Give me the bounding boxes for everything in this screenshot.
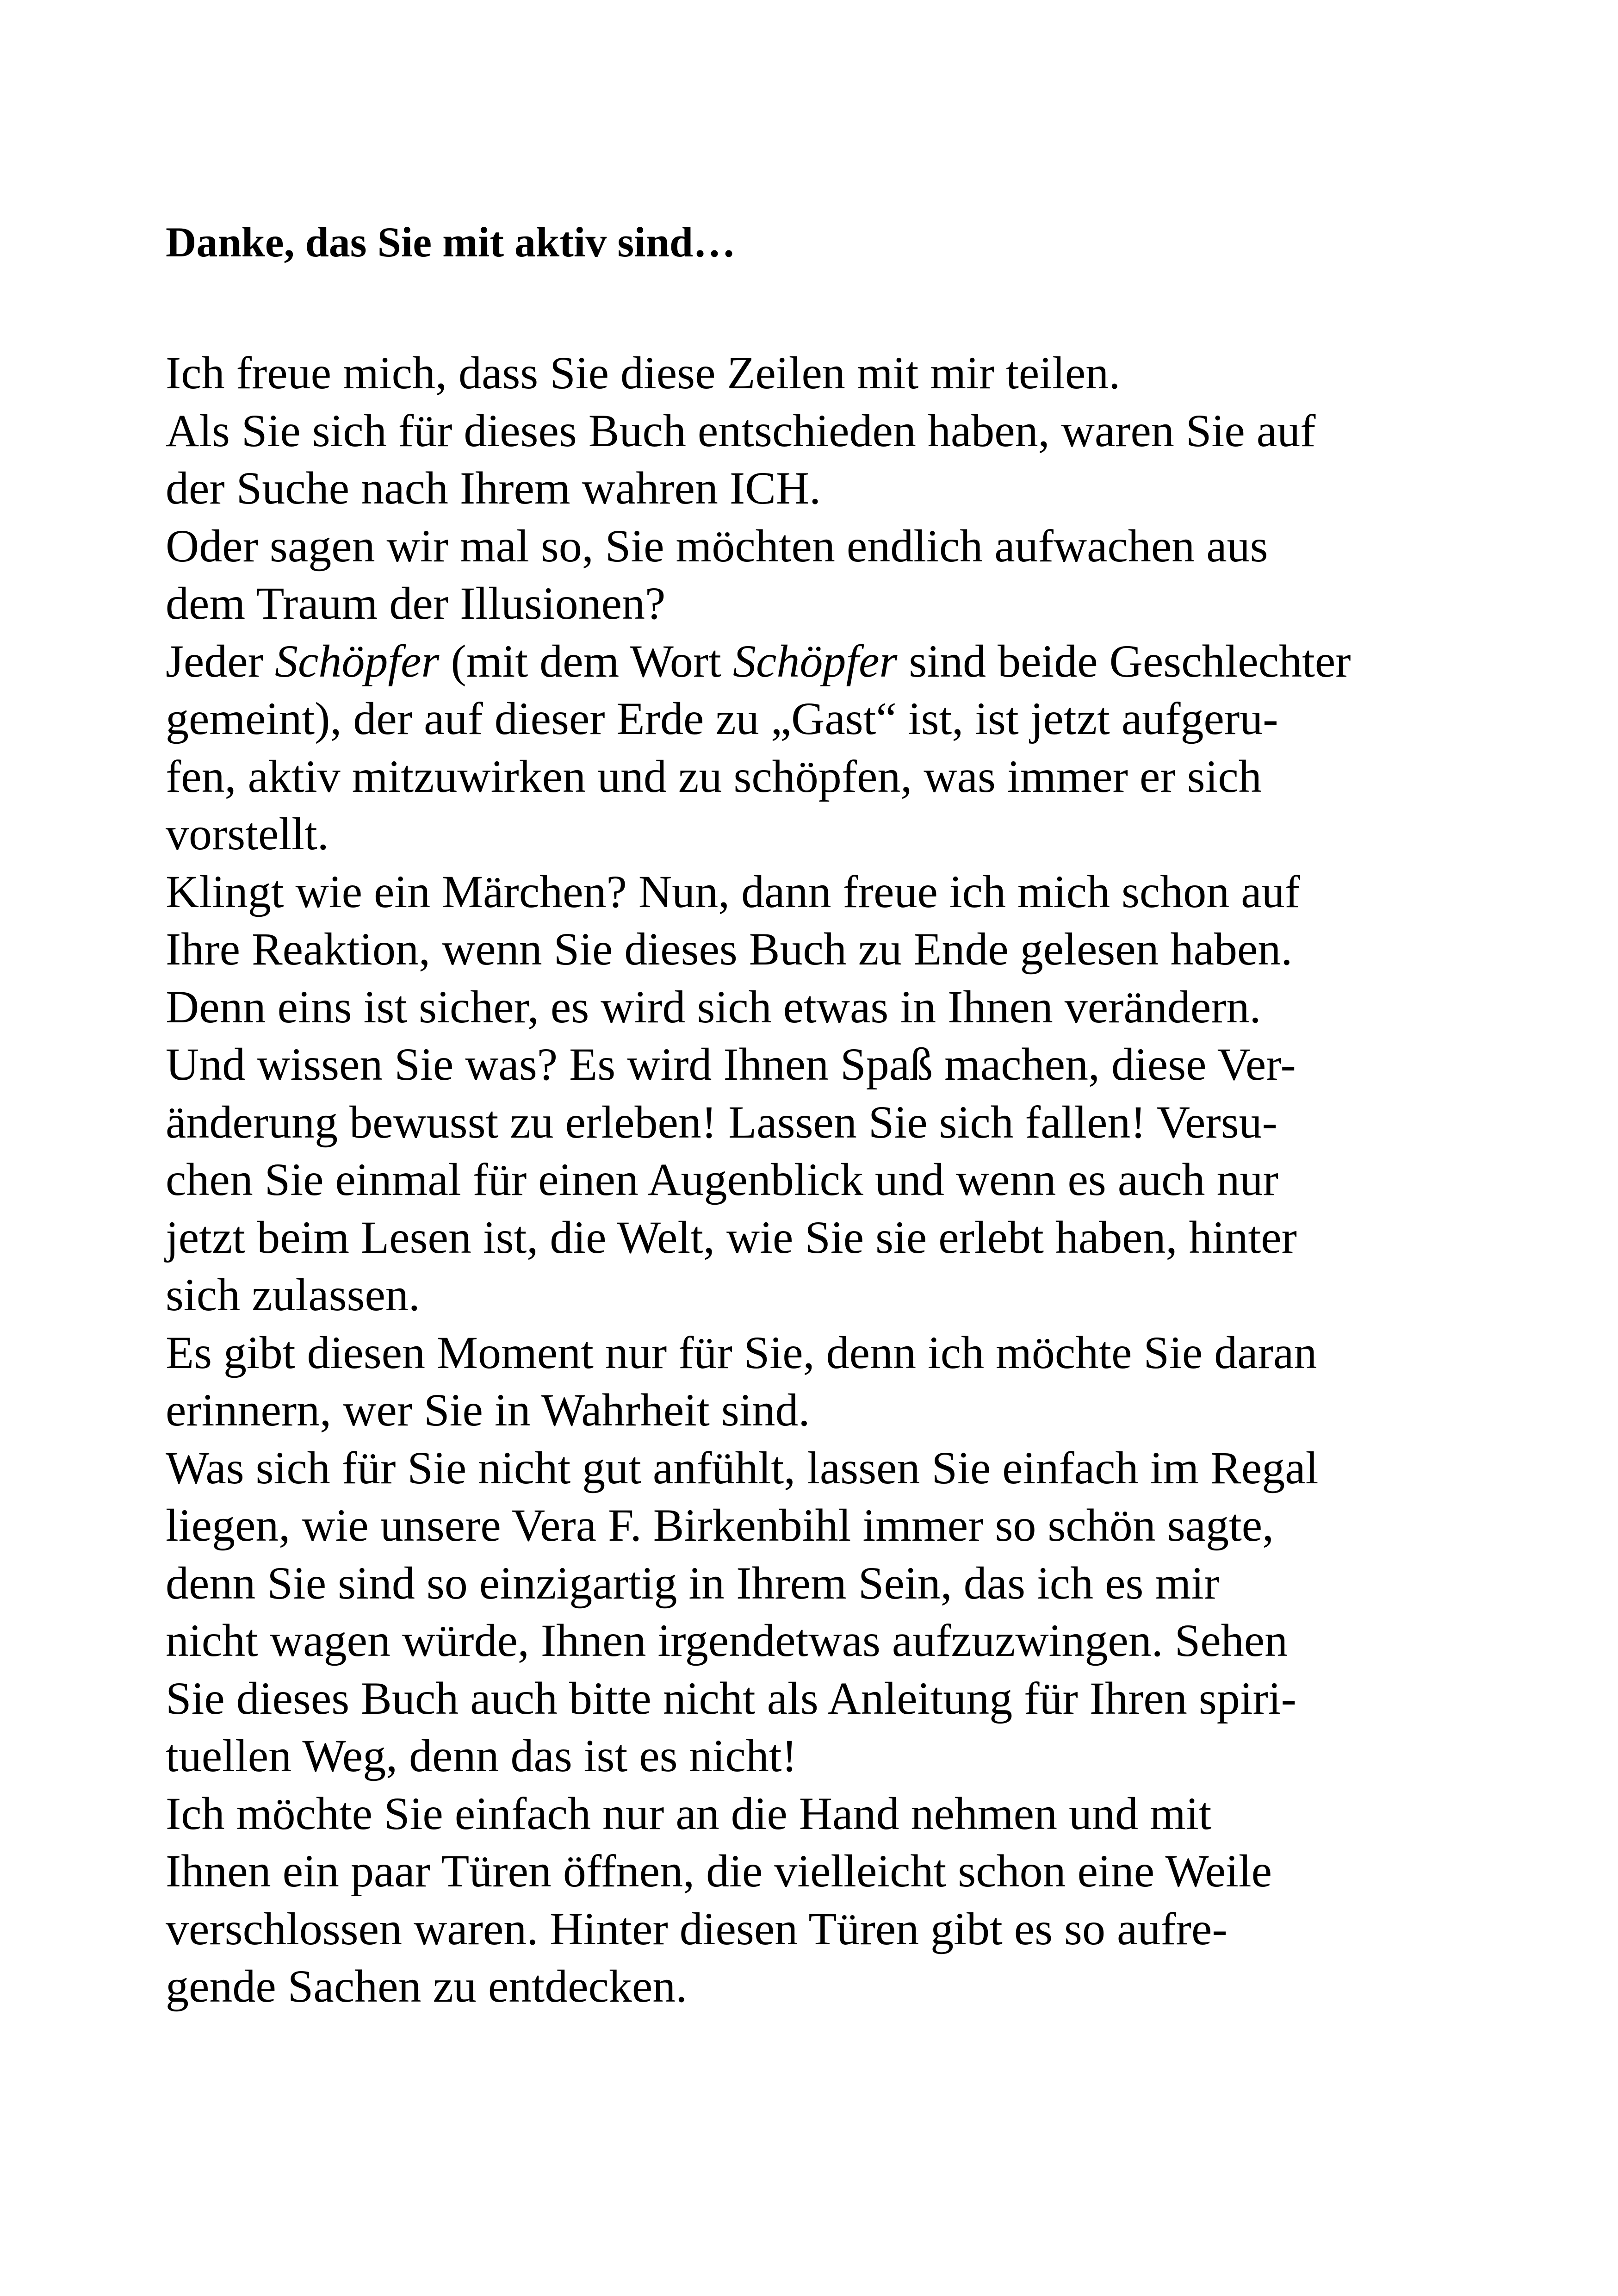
text-line: erinnern, wer Sie in Wahrheit sind. <box>166 1384 810 1436</box>
text-line: verschlossen waren. Hinter diesen Türen gibt es so aufre- <box>166 1903 1227 1954</box>
text-line: tuellen Weg, denn das ist es nicht! <box>166 1730 797 1781</box>
text-line: Sie dieses Buch auch bitte nicht als Anleitung für Ihren spiri- <box>166 1672 1296 1724</box>
text-segment: (mit dem Wort <box>439 635 733 687</box>
text-line: Denn eins ist sicher, es wird sich etwas in Ihnen verändern. <box>166 981 1261 1033</box>
text-line: Klingt wie ein Märchen? Nun, dann freue ich mich schon auf <box>166 865 1300 917</box>
text-line: vorstellt. <box>166 808 329 859</box>
text-line: Ihre Reaktion, wenn Sie dieses Buch zu Ende gelesen haben. <box>166 923 1293 975</box>
text-line: Ihnen ein paar Türen öffnen, die vielleicht schon eine Weile <box>166 1845 1272 1897</box>
text-line: Was sich für Sie nicht gut anfühlt, lassen Sie einfach im Regal <box>166 1442 1319 1493</box>
text-segment: Jeder <box>166 635 275 687</box>
text-line: gemeint), der auf dieser Erde zu „Gast“ ist, ist jetzt aufgeru- <box>166 693 1278 744</box>
text-line: fen, aktiv mitzuwirken und zu schöpfen, was immer er sich <box>166 750 1262 802</box>
text-line: Es gibt diesen Moment nur für Sie, denn ich möchte Sie daran <box>166 1326 1317 1378</box>
text-line-with-emphasis <box>166 633 1461 691</box>
text-line: dem Traum der Illusionen? <box>166 578 666 629</box>
text-line: Oder sagen wir mal so, Sie möchten endlich aufwachen aus <box>166 520 1268 572</box>
text-line: Ich möchte Sie einfach nur an die Hand nehmen und mit <box>166 1787 1212 1839</box>
text-line: nicht wagen würde, Ihnen irgendetwas aufzuzwingen. Sehen <box>166 1615 1288 1666</box>
body-text <box>166 344 1461 2016</box>
text-line: Und wissen Sie was? Es wird Ihnen Spaß machen, diese Ver- <box>166 1039 1296 1090</box>
text-line: änderung bewusst zu erleben! Lassen Sie sich fallen! Versu- <box>166 1096 1277 1148</box>
text-line: der Suche nach Ihrem wahren ICH. <box>166 462 821 514</box>
text-segment: sind beide Geschlechter <box>897 635 1351 687</box>
emphasis-text: Schöpfer <box>732 635 898 687</box>
text-line: denn Sie sind so einzigartig in Ihrem Sein, das ich es mir <box>166 1557 1220 1609</box>
text-line: gende Sachen zu entdecken. <box>166 1960 688 2012</box>
page-title: Danke, das Sie mit aktiv sind… <box>166 218 736 266</box>
text-line: Ich freue mich, dass Sie diese Zeilen mit mir teilen. <box>166 347 1121 398</box>
emphasis-text: Schöpfer <box>275 635 440 687</box>
text-line: Als Sie sich für dieses Buch entschieden haben, waren Sie auf <box>166 404 1316 456</box>
text-line: chen Sie einmal für einen Augenblick und wenn es auch nur <box>166 1154 1278 1205</box>
text-line: jetzt beim Lesen ist, die Welt, wie Sie sie erlebt haben, hinter <box>166 1211 1297 1263</box>
document-content <box>166 217 1461 2012</box>
text-line: liegen, wie unsere Vera F. Birkenbihl immer so schön sagte, <box>166 1500 1274 1551</box>
text-line: sich zulassen. <box>166 1269 420 1320</box>
